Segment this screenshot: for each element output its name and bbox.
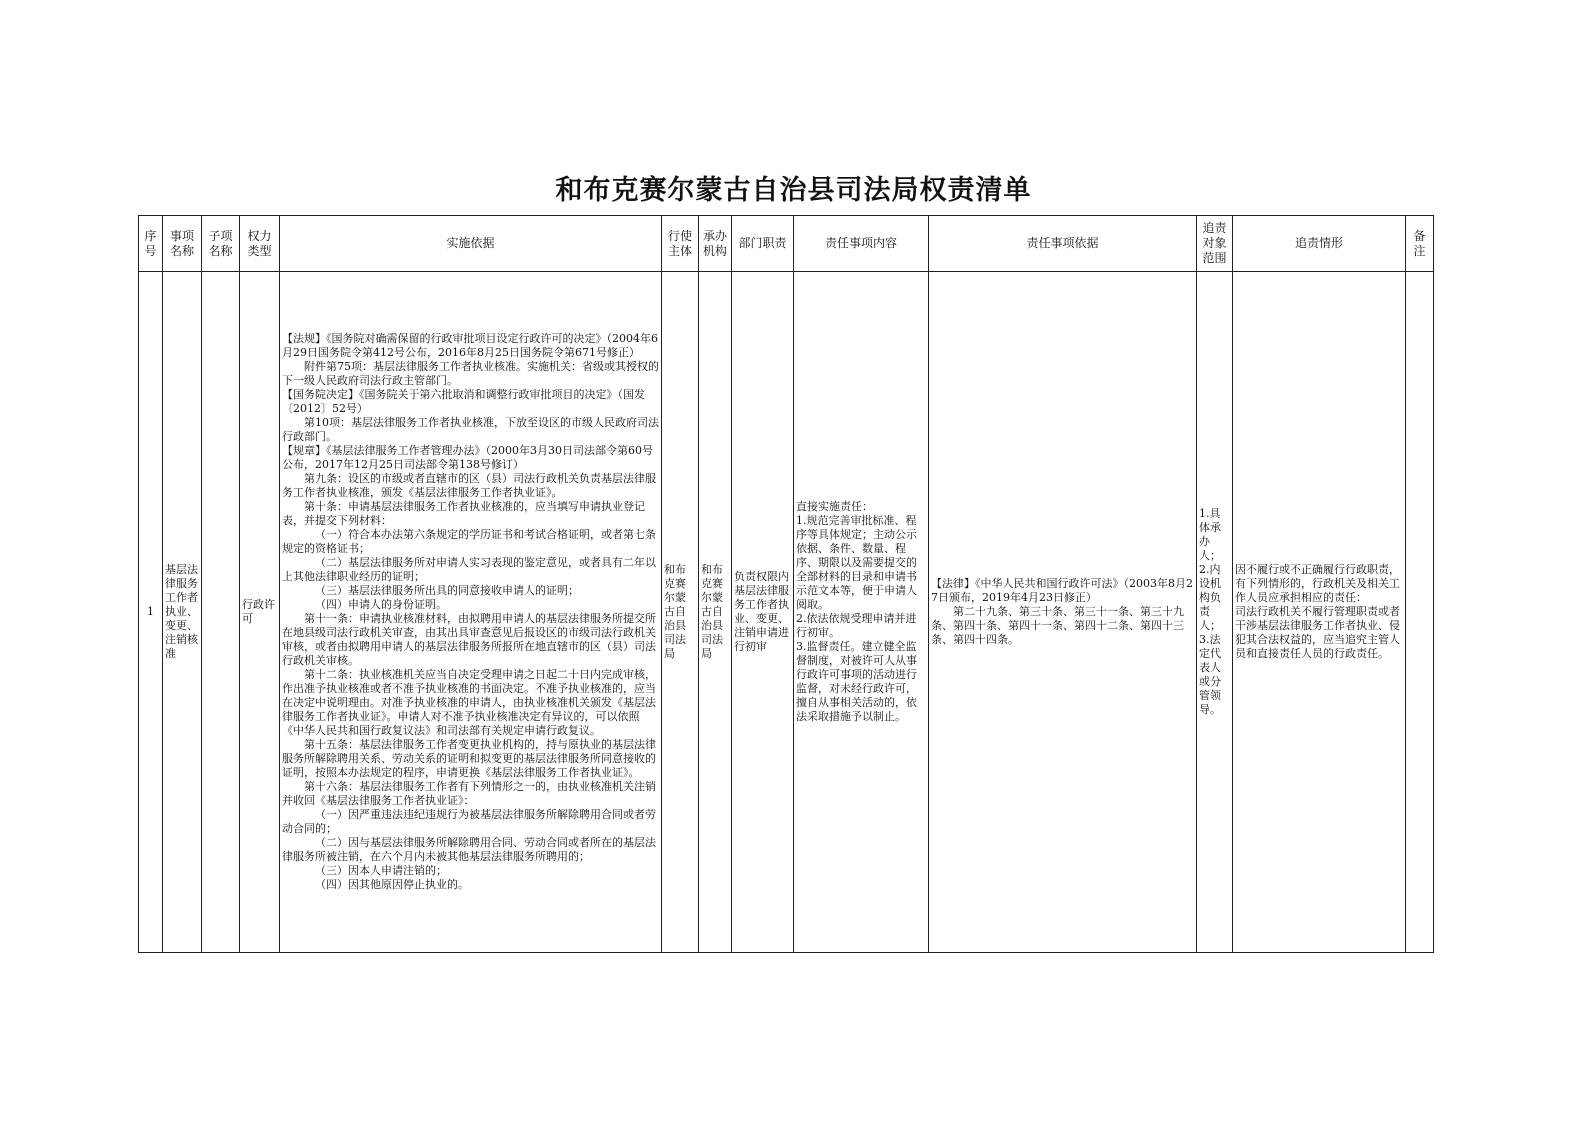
cell-power-type: 行政许可 bbox=[240, 272, 280, 953]
resp-basis-law: 【法律】《中华人民共和国行政许可法》（2003年8月27日颁布，2019年4月23日修正） bbox=[931, 577, 1193, 604]
cell-duty: 负责权限内基层法律服务工作者执业、变更、注销申请进行初审 bbox=[732, 272, 794, 953]
cell-remark bbox=[1406, 272, 1434, 953]
resp-basis-articles: 第二十九条、第三十条、第三十一条、第三十九条、第四十条、第四十一条、第四十二条、第四十三条、第四十四条。 bbox=[931, 605, 1184, 646]
responsibility-table bbox=[138, 215, 1434, 953]
cell-accountability: 因不履行或不正确履行行政职责，有下列情形的，行政机关及相关工作人员应承担相应的责任： 司法行政机关不履行管理职责或者干涉基层法律服务工作者执业、侵犯其合法权益的，应当追究主管人员和直接责任人员的行政责任。 bbox=[1233, 272, 1406, 953]
header-accountability: 追责情形 bbox=[1233, 216, 1406, 272]
basis-line: 第十五条：基层法律服务工作者变更执业机构的，持与原执业的基层法律服务所解除聘用关系、劳动关系的证明和拟变更的基层法律服务所同意接收的证明，按照本办法规定的程序，申请更换《基层法律服务工作者执业证》。 bbox=[282, 738, 656, 779]
basis-line: 【规章】《基层法律服务工作者管理办法》（2000年3月30日司法部令第60号公布，2017年12月25日司法部令第138号修订） bbox=[282, 444, 653, 471]
cell-handler: 和布克赛尔蒙古自治县司法局 bbox=[699, 272, 732, 953]
cell-subject: 和布克赛尔蒙古自治县司法局 bbox=[662, 272, 699, 953]
basis-line: （三）因本人申请注销的； bbox=[315, 864, 447, 877]
table-row bbox=[139, 272, 1434, 953]
basis-line: 【法规】《国务院对确需保留的行政审批项目设定行政许可的决定》（2004年6月29日国务院令第412号公布，2016年8月25日国务院令第671号修正） bbox=[282, 332, 658, 359]
header-duty: 部门职责 bbox=[732, 216, 794, 272]
basis-line: （二）基层法律服务所对申请人实习表现的鉴定意见，或者具有二年以上其他法律职业经历的证明； bbox=[282, 556, 656, 583]
basis-line: （四）申请人的身份证明。 bbox=[315, 598, 447, 611]
header-subject: 行使主体 bbox=[662, 216, 699, 272]
basis-line: （二）因与基层法律服务所解除聘用合同、劳动合同或者所在的基层法律服务所被注销，在六个月内未被其他基层法律服务所聘用的； bbox=[282, 836, 656, 863]
cell-item-name: 基层法律服务工作者执业、变更、注销核准 bbox=[163, 272, 202, 953]
basis-line: 第十条：申请基层法律服务工作者执业核准的，应当填写申请执业登记表，并提交下列材料： bbox=[282, 500, 645, 527]
cell-resp-basis bbox=[929, 272, 1197, 953]
header-row bbox=[139, 216, 1434, 272]
basis-line: 第10项：基层法律服务工作者执业核准，下放至设区的市级人民政府司法行政部门。 bbox=[282, 416, 659, 443]
header-handler: 承办机构 bbox=[699, 216, 732, 272]
header-sub-name: 子项名称 bbox=[202, 216, 240, 272]
basis-line: 第十二条：执业核准机关应当自决定受理申请之日起二十日内完成审核，作出准予执业核准或者不准予执业核准的书面决定。不准予执业核准的，应当在决定中说明理由。对准予执业核准的申请人，由执业核准机关颁发《基层法律服务工作者执业证》。申请人对不准予执业核准决定有异议的，可以依照《中华人民共和国行政复议法》和司法部有关规定申请行政复议。 bbox=[282, 668, 656, 737]
cell-sub-name bbox=[202, 272, 240, 953]
basis-line: 第十六条：基层法律服务工作者有下列情形之一的，由执业核准机关注销并收回《基层法律服务工作者执业证》： bbox=[282, 780, 656, 807]
basis-line: （三）基层法律服务所出具的同意接收申请人的证明； bbox=[315, 584, 579, 597]
header-resp-content: 责任事项内容 bbox=[794, 216, 929, 272]
cell-seq: 1 bbox=[139, 272, 163, 953]
header-power-type: 权力类型 bbox=[240, 216, 280, 272]
basis-line: （一）因严重违法违纪违规行为被基层法律服务所解除聘用合同或者劳动合同的； bbox=[282, 808, 656, 835]
page-title: 和布克赛尔蒙古自治县司法局权责清单 bbox=[555, 175, 1032, 206]
basis-line: （四）因其他原因停止执业的。 bbox=[315, 878, 469, 891]
cell-accountable-scope: 1.具体承办人； 2.内设机构负责人； 3.法定代表人或分管领导。 bbox=[1197, 272, 1233, 953]
header-basis: 实施依据 bbox=[280, 216, 662, 272]
basis-line: 第十一条：申请执业核准材料，由拟聘用申请人的基层法律服务所提交所在地县级司法行政机关审查，由其出具审查意见后报设区的市级司法行政机关审核，或者由拟聘用申请人的基层法律服务所报所在地直辖市的区（县）司法行政机关审核。 bbox=[282, 612, 656, 667]
header-item-name: 事项名称 bbox=[163, 216, 202, 272]
header-resp-basis: 责任事项依据 bbox=[929, 216, 1197, 272]
header-seq: 序号 bbox=[139, 216, 163, 272]
cell-basis bbox=[280, 272, 662, 953]
header-accountable-scope: 追责对象范围 bbox=[1197, 216, 1233, 272]
basis-line: 【国务院决定】《国务院关于第六批取消和调整行政审批项目的决定》（国发〔2012〕52号） bbox=[282, 388, 645, 415]
basis-line: （一）符合本办法第六条规定的学历证书和考试合格证明，或者第七条规定的资格证书； bbox=[282, 528, 656, 555]
header-remark: 备注 bbox=[1406, 216, 1434, 272]
cell-resp-content: 直接实施责任： 1.规范完善审批标准、程序等具体规定；主动公示依据、条件、数量、程序、期限以及需要提交的全部材料的目录和申请书示范文本等，便于申请人阅取。 2.依法依规受理申请并进行初审。 3.监督责任。建立健全监督制度，对被许可人从事行政许可事项的活动进行监督，对未经行政许可，擅自从事相关活动的，依法采取措施予以制止。 bbox=[794, 272, 929, 953]
basis-line: 附件第75项：基层法律服务工作者执业核准。实施机关：省级或其授权的下一级人民政府司法行政主管部门。 bbox=[282, 360, 659, 387]
basis-line: 第九条：设区的市级或者直辖市的区（县）司法行政机关负责基层法律服务工作者执业核准，颁发《基层法律服务工作者执业证》。 bbox=[282, 472, 656, 499]
